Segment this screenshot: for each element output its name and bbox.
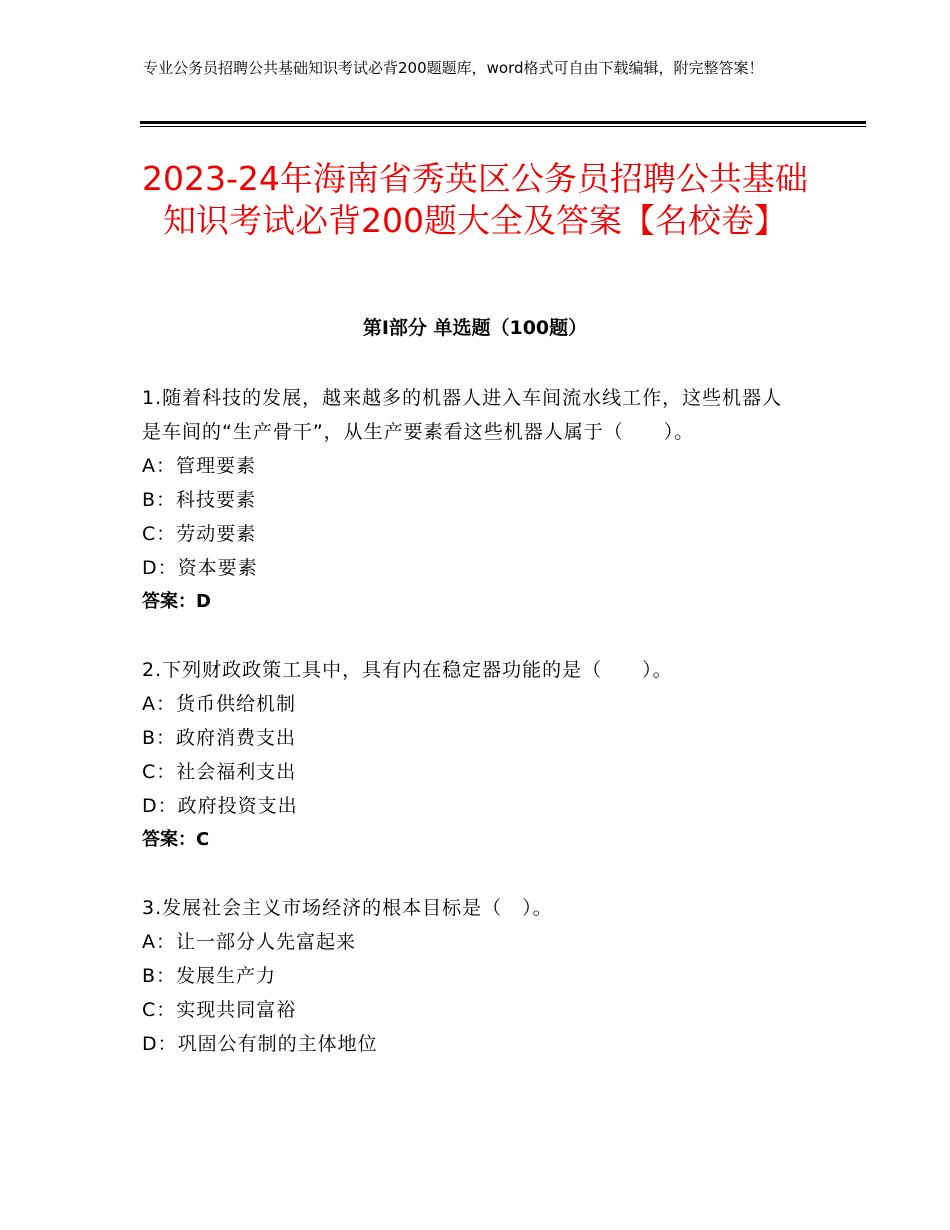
option-d: D：巩固公有制的主体地位	[142, 1033, 378, 1055]
header-note: 专业公务员招聘公共基础知识考试必背200题题库，word格式可自由下载编辑，附完整答案！	[143, 59, 764, 77]
section-heading: 第Ⅰ部分 单选题（100题）	[362, 317, 588, 339]
answer: 答案：C	[142, 829, 210, 850]
option-c: C：社会福利支出	[142, 761, 297, 783]
question-text: 2.下列财政政策工具中，具有内在稳定器功能的是（ ）。	[142, 659, 673, 681]
answer: 答案：D	[142, 591, 211, 612]
header-rule-thick	[140, 121, 866, 124]
question-text: 1.随着科技的发展，越来越多的机器人进入车间流水线工作，这些机器人是车间的“生产骨干”，从生产要素看这些机器人属于（ ）。	[142, 387, 783, 443]
option-a: A：管理要素	[142, 455, 256, 477]
option-b: B：政府消费支出	[142, 727, 297, 749]
question-text: 3.发展社会主义市场经济的根本目标是（ ）。	[142, 897, 553, 919]
option-c: C：劳动要素	[142, 523, 257, 545]
question-3	[142, 891, 802, 1061]
document-title: 2023-24年海南省秀英区公务员招聘公共基础知识考试必背200题大全及答案【名校卷】	[142, 159, 808, 240]
question-list	[142, 381, 802, 1095]
option-a: A：货币供给机制	[142, 693, 296, 715]
header-rule-thin	[140, 126, 866, 127]
option-b: B：发展生产力	[142, 965, 277, 987]
option-d: D：资本要素	[142, 557, 258, 579]
option-c: C：实现共同富裕	[142, 999, 297, 1021]
question-1	[142, 381, 802, 619]
option-b: B：科技要素	[142, 489, 257, 511]
option-d: D：政府投资支出	[142, 795, 298, 817]
option-a: A：让一部分人先富起来	[142, 931, 356, 953]
question-2	[142, 653, 802, 857]
